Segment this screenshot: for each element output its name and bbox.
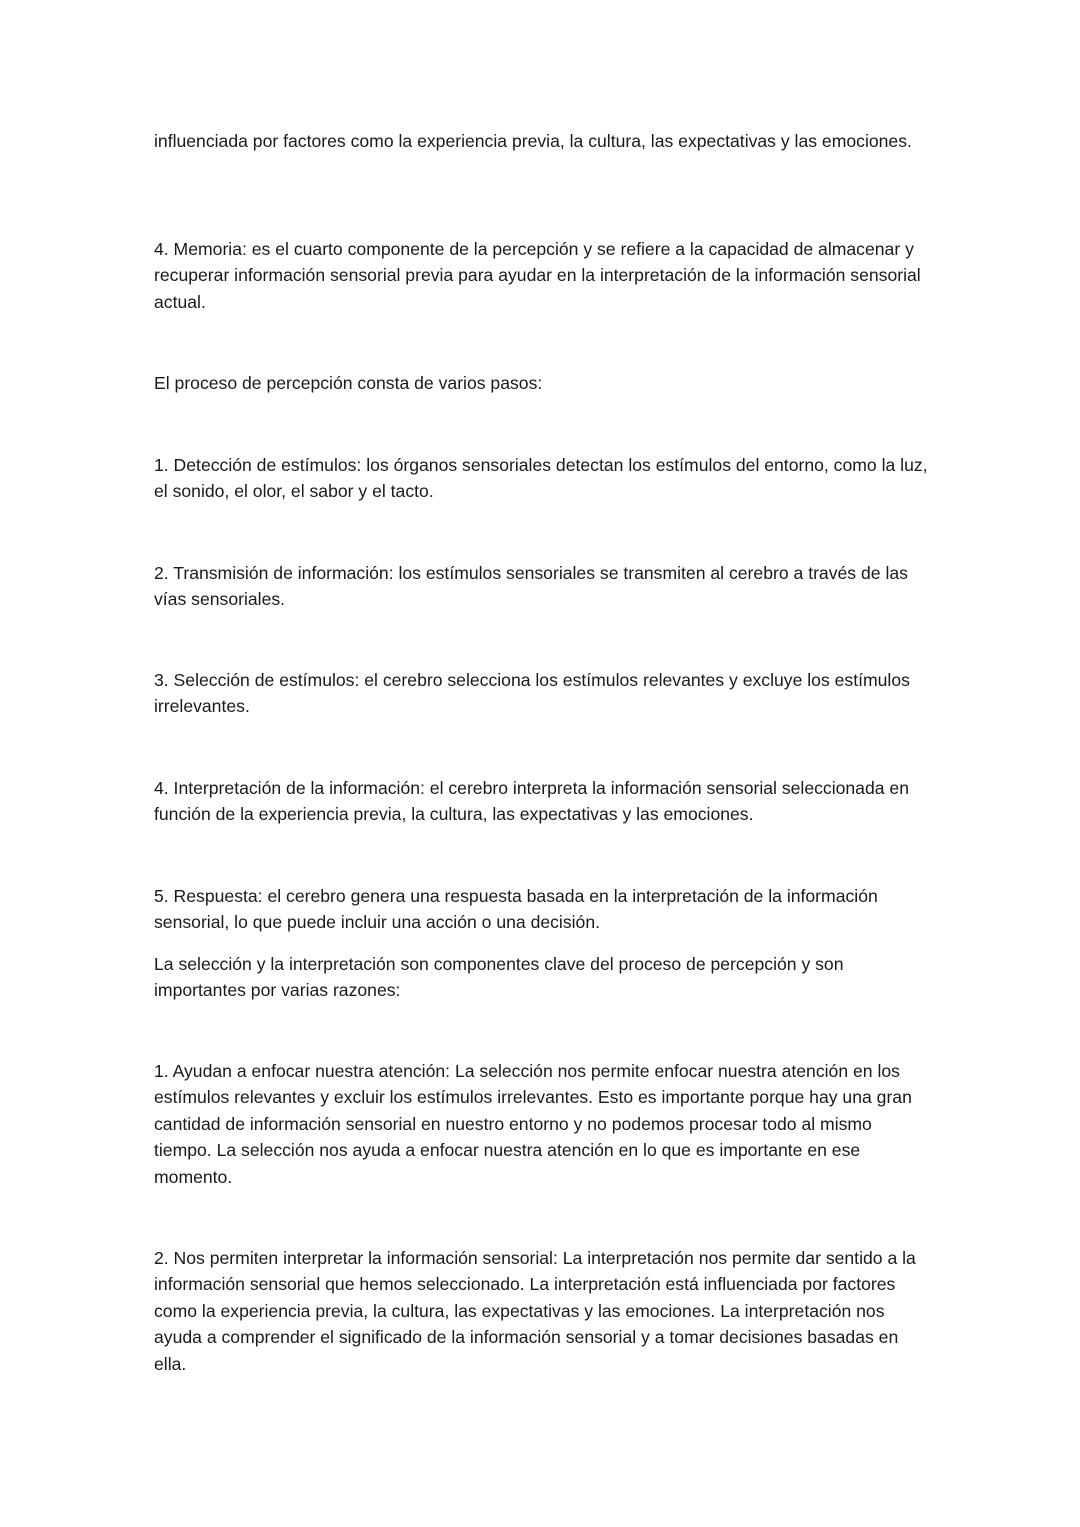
paragraph-step-4: 4. Interpretación de la información: el cerebro interpreta la información sensorial seleccionada en función de la experiencia previa, la cultura, las expectativas y las emociones.	[154, 778, 909, 825]
paragraph-step-2: 2. Transmisión de información: los estímulos sensoriales se transmiten al cerebro a través de las vías sensoriales.	[154, 563, 908, 610]
paragraph-reason-2: 2. Nos permiten interpretar la información sensorial: La interpretación nos permite dar sentido a la información sensorial que hemos seleccionado. La interpretación está influenciada por factores como la experiencia previa, la cultura, las expectativas y las emociones. La interpretación nos ayuda a comprender el significado de la información sensorial y a tomar decisiones basadas en ella.	[154, 1248, 916, 1374]
paragraph-step-1: 1. Detección de estímulos: los órganos sensoriales detectan los estímulos del entorno, como la luz, el sonido, el olor, el sabor y el tacto.	[154, 455, 928, 502]
paragraph-step-3: 3. Selección de estímulos: el cerebro selecciona los estímulos relevantes y excluye los estímulos irrelevantes.	[154, 670, 910, 717]
paragraph-memoria: 4. Memoria: es el cuarto componente de la percepción y se refiere a la capacidad de almacenar y recuperar información sensorial previa para ayudar en la interpretación de la información sensorial actual.	[154, 239, 921, 312]
paragraph-process-heading: El proceso de percepción consta de varios pasos:	[154, 373, 543, 393]
paragraph-reason-1: 1. Ayudan a enfocar nuestra atención: La selección nos permite enfocar nuestra atención en los estímulos relevantes y excluir los estímulos irrelevantes. Esto es importante porque hay una gran cantidad de información sensorial en nuestro entorno y no podemos procesar todo al mismo tiempo. La selección nos ayuda a enfocar nuestra atención en lo que es importante en ese momento.	[154, 1061, 912, 1187]
paragraph-intro-continuation: influenciada por factores como la experiencia previa, la cultura, las expectativas y las emociones.	[154, 131, 912, 151]
paragraph-reasons-intro: La selección y la interpretación son componentes clave del proceso de percepción y son importantes por varias razones:	[154, 954, 844, 1001]
paragraph-step-5: 5. Respuesta: el cerebro genera una respuesta basada en la interpretación de la información sensorial, lo que puede incluir una acción o una decisión.	[154, 886, 878, 933]
